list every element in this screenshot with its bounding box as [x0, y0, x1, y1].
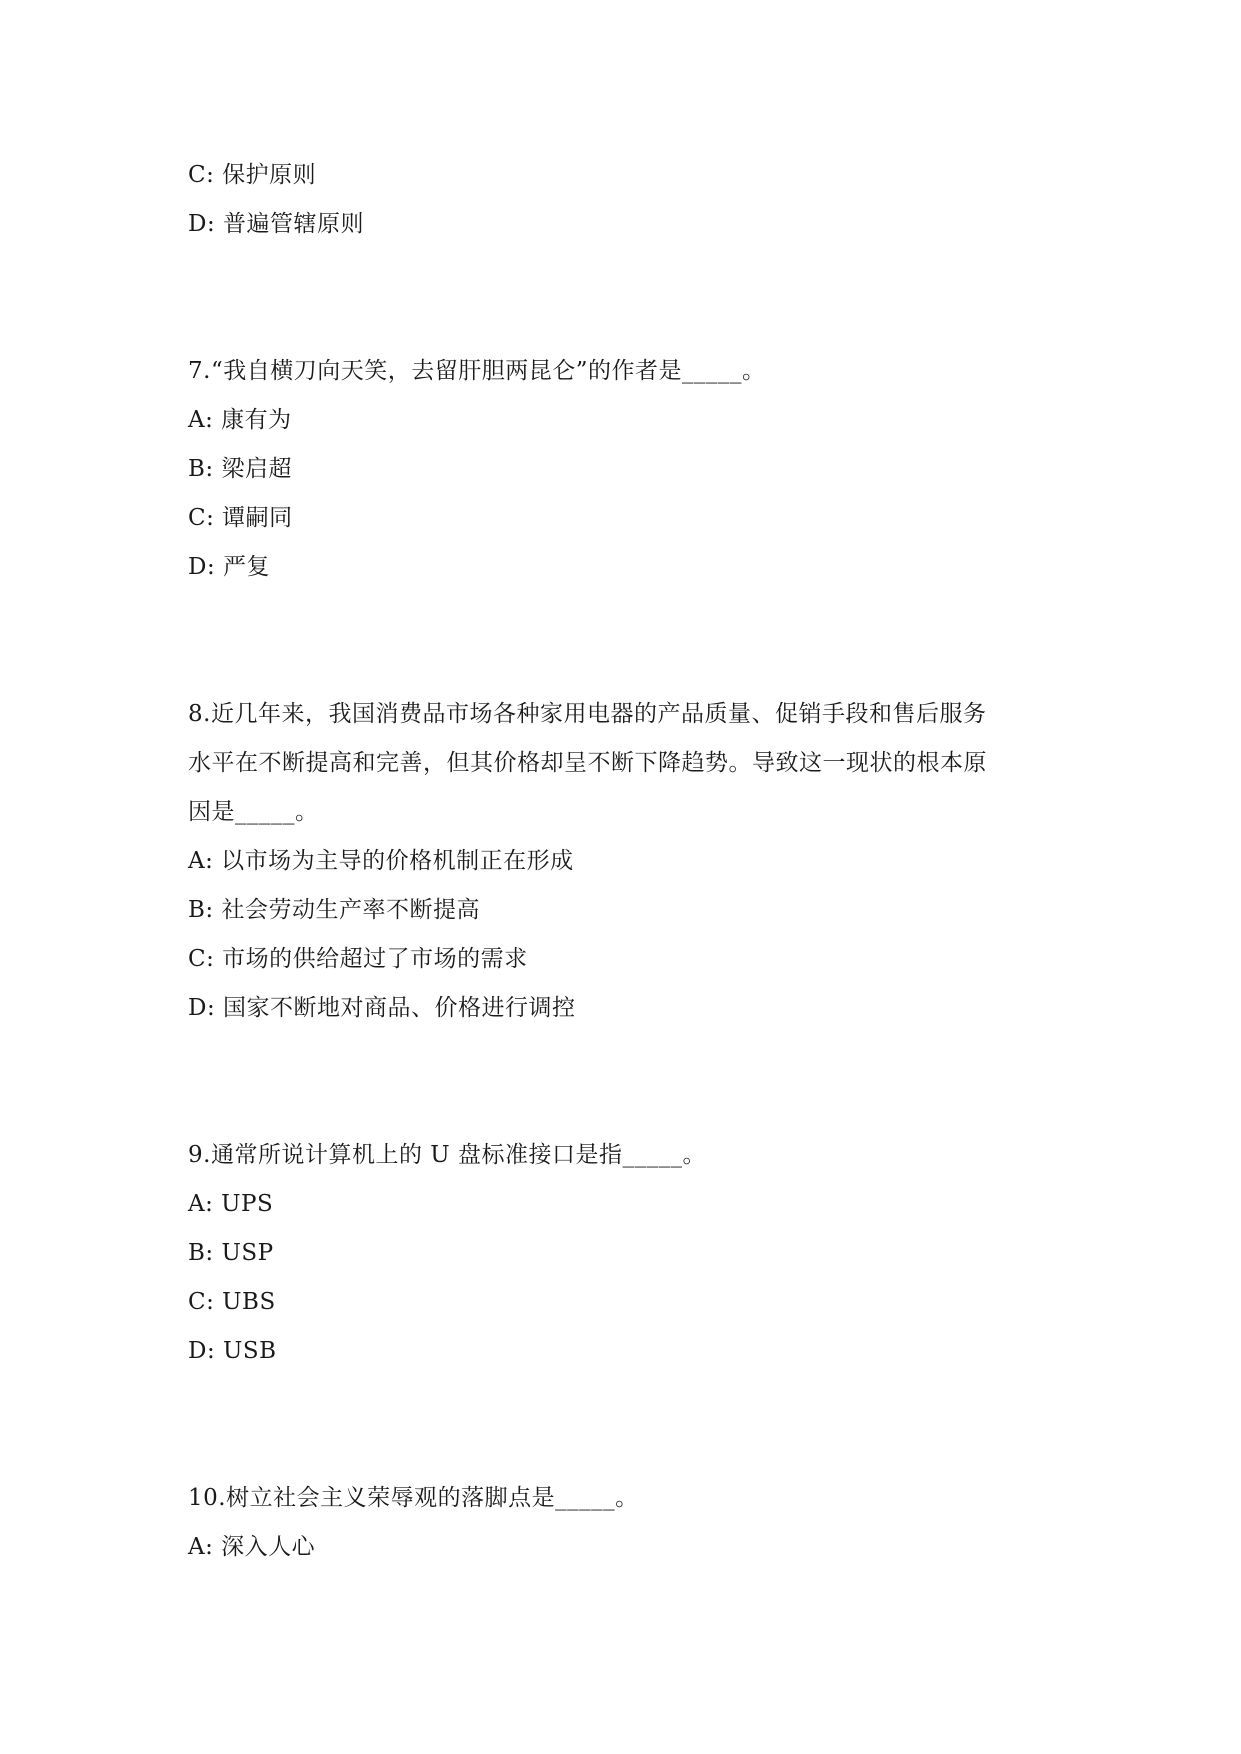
q7-stem: 7.“我自横刀向天笑，去留肝胆两昆仑”的作者是_____。 — [188, 358, 766, 384]
q9-stem: 9.通常所说计算机上的 U 盘标准接口是指_____。 — [188, 1142, 706, 1168]
q8-option-a: A: 以市场为主导的价格机制正在形成 — [188, 848, 574, 874]
q8-stem-line-3: 因是_____。 — [188, 799, 319, 825]
q8-stem-line-2: 水平在不断提高和完善，但其价格却呈不断下降趋势。导致这一现状的根本原 — [188, 750, 987, 776]
q8-stem-line-1: 8.近几年来，我国消费品市场各种家用电器的产品质量、促销手段和售后服务 — [188, 701, 987, 727]
q7-option-a: A: 康有为 — [188, 407, 292, 433]
q8-option-d: D: 国家不断地对商品、价格进行调控 — [188, 995, 576, 1021]
q9-option-a: A: UPS — [188, 1191, 274, 1217]
q7-option-c: C: 谭嗣同 — [188, 505, 293, 531]
q8-option-b: B: 社会劳动生产率不断提高 — [188, 897, 480, 923]
q8-option-c: C: 市场的供给超过了市场的需求 — [188, 946, 528, 972]
q6-option-c: C: 保护原则 — [188, 162, 317, 188]
q7-option-d: D: 严复 — [188, 554, 271, 580]
q9-option-c: C: UBS — [188, 1289, 276, 1315]
q10-option-a: A: 深入人心 — [188, 1534, 316, 1560]
q6-option-d: D: 普遍管辖原则 — [188, 211, 365, 237]
q9-option-b: B: USP — [188, 1240, 274, 1266]
q9-option-d: D: USB — [188, 1338, 277, 1364]
q10-stem: 10.树立社会主义荣辱观的落脚点是_____。 — [188, 1485, 639, 1511]
q7-option-b: B: 梁启超 — [188, 456, 292, 482]
